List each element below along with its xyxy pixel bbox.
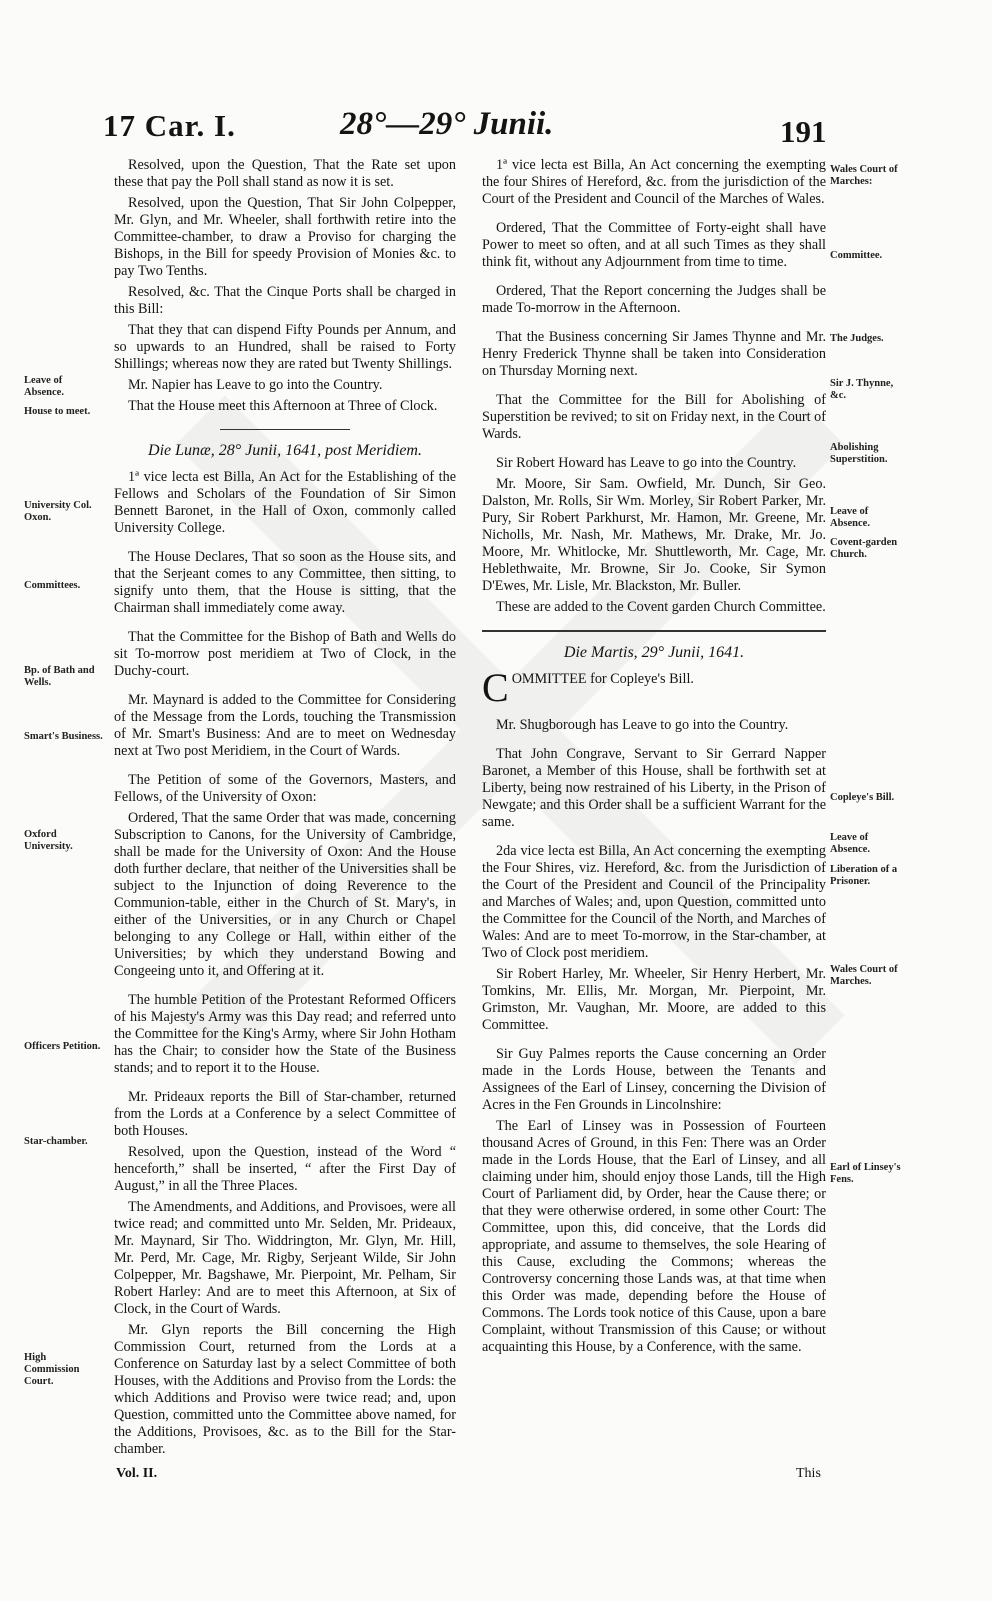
paragraph: 1ª vice lecta est Billa, An Act for the Establishing of the Fellows and Scholars of the Foundation of Sir Simon Bennett Baronet, in the Hall of Oxon, commonly called University College. [114,469,456,536]
paragraph: 2da vice lecta est Billa, An Act concerning the exempting the Four Shires, viz. Hereford, &c. from the Jurisdiction of the Court of the President and Council of the Principality and Marches of Wales; and, upon Question, committed unto the Committee for the Council of the North, and Marches of Wales: And are to meet To-morrow, in the Star-chamber, at Two of Clock post meridiem. [482,843,826,961]
page-number: 191 [780,114,827,149]
header-dates: 28°—29° Junii. [340,106,554,142]
paragraph: These are added to the Covent garden Church Committee. [496,599,826,615]
section-heading-tuesday: Die Martis, 29° Junii, 1641. [563,644,745,661]
margin-note: University Col. Oxon. [24,500,92,523]
paragraph: Mr. Glyn reports the Bill concerning the High Commission Court, returned from the Lords at a Conference on Saturday last by a select Committee of both Houses, with the Additions and Proviso from the Lords: the which Additions and Proviso were twice read; and, upon Question, committed unto the Committee above named, for the Additions, Provisoes, &c. as to the Bill for the Star-chamber. [114,1322,456,1457]
paragraph: Resolved, upon the Question, That Sir John Colpepper, Mr. Glyn, and Mr. Wheeler, shall forthwith retire into the Committee-chamber, to draw a Proviso for charging the Bishops, in the Bill for speedy Provision of Monies &c. to pay Two Tenths. [114,195,456,279]
margin-note: Officers Petition. [24,1041,101,1052]
paragraph: The House Declares, That so soon as the House sits, and that the Serjeant comes to any Committee, then sitting, to signify unto them, that the House is sitting, that the Chairman shall immediately come away. [114,549,456,616]
paragraph: That the House meet this Afternoon at Three of Clock. [128,398,438,414]
section-heading-monday: Die Lunæ, 28° Junii, 1641, post Meridiem. [148,442,422,459]
right-column [482,157,826,1360]
paragraph: The Earl of Linsey was in Possession of Fourteen thousand Acres of Ground, in this Fen: There was an Order made in the Lords House, that the Earl of Linsey, and all claiming under him, should enjoy those Lands, till the High Court of Parliament did, by Order, hear the Cause there; or that they were otherwise ordered, in some other Court: The Committee, upon this, did conceive, that the Lords did appropriate, and assume to themselves, the sole Hearing of this Cause, excluding the Commons; whereas the Controversy concerning those Lands was, at that time when this Order was made, depending before the House of Commons. The Lords took notice of this Cause, upon a bare Complaint, without Transmission of this Cause; or without acquainting this House, by a Conference, with the same. [482,1118,826,1355]
paragraph: That the Committee for the Bishop of Bath and Wells do sit To-morrow post meridiem at Two of Clock, in the Duchy-court. [114,629,456,679]
margin-note: Smart's Business. [24,731,103,742]
section-divider [482,630,826,632]
paragraph: Resolved, &c. That the Cinque Ports shall be charged in this Bill: [114,284,456,317]
margin-note: House to meet. [24,406,91,417]
margin-note: Abolishing Superstition. [830,442,888,465]
margin-note: Sir J. Thynne, &c. [830,378,894,401]
paragraph: Resolved, upon the Question, That the Rate set upon these that pay the Poll shall stand as now it is set. [114,157,456,190]
paragraph: That the Business concerning Sir James Thynne and Mr. Henry Frederick Thynne shall be taken into Consideration on Thursday Morning next. [482,329,826,379]
paragraph: Ordered, That the same Order that was made, concerning Subscription to Canons, for the University of Cambridge, shall be made for the University of Oxon: And the House doth further declare, that neither of the Universities shall be subject to the Injunction of doing Reverence to the Communion-table, either in the Church of St. Mary's, in either of the Universities, or in any Church or Chapel belonging to any College or Hall, within either of the Universities; by which they understand Bowing and Congeeing unto it, and Offering at it. [114,810,456,979]
margin-note: Leave of Absence. [830,506,870,529]
margin-note: Star-chamber. [24,1136,88,1147]
margin-note: Covent-garden Church. [830,537,898,560]
margin-note: Leave of Absence. [830,832,870,855]
dropcap-rest: OMMITTEE for Copleye's Bill. [511,671,694,687]
paragraph: Mr. Maynard is added to the Committee for Considering of the Message from the Lords, touching the Transmission of Mr. Smart's Business: And are to meet on Wednesday next at Two post Meridiem, in the Court of Wards. [114,692,456,759]
margin-note: Copleye's Bill. [830,792,895,803]
margin-note: Leave of Absence. [24,375,64,398]
paragraph: The Petition of some of the Governors, Masters, and Fellows, of the University of Oxon: [114,772,456,805]
section-divider [220,429,350,430]
paragraph: Resolved, upon the Question, instead of the Word “ henceforth,” shall be inserted, “ after the First Day of August,” in all the Three Places. [114,1144,456,1194]
margin-note: The Judges. [830,333,884,344]
paragraph: Sir Robert Harley, Mr. Wheeler, Sir Henry Herbert, Mr. Tomkins, Mr. Ellis, Mr. Morgan, Mr. Pierpoint, Mr. Grimston, Mr. Vaughan, Mr. Moore, are added to this Committee. [482,966,826,1033]
paragraph: That John Congrave, Servant to Sir Gerrard Napper Baronet, a Member of this House, shall be forthwith set at Liberty, being now restrained of his Liberty, in the Prison of Newgate; and this Order shall be a sufficient Warrant for the same. [482,746,826,830]
drop-cap: C [482,665,509,710]
left-column [114,157,456,1462]
paragraph: The humble Petition of the Protestant Reformed Officers of his Majesty's Army was this Day read; and referred unto the Committee for the King's Army, where Sir John Hotham has the Chair; to consider how the State of the Business stands; and to report it to the House. [114,992,456,1076]
header-regnal-year: 17 Car. I. [103,108,236,143]
paragraph: Mr. Moore, Sir Sam. Owfield, Mr. Dunch, Sir Geo. Dalston, Mr. Rolls, Sir Wm. Morley, Sir Robert Parker, Mr. Pury, Sir Robert Parkhurst, Mr. Hamon, Mr. Greene, Mr. Nicholls, Mr. Nash, Mr. Mathews, Mr. Drake, Mr. Jo. Moore, Mr. Whitlocke, Mr. Shuttleworth, Mr. Cage, Mr. Heblethwaite, Mr. Browne, Sir Jo. Cooke, Sir Symon D'Ewes, Mr. Lisle, Mr. Blackston, Mr. Buller. [482,476,826,594]
margin-note: Liberation of a Prisoner. [830,864,898,887]
margin-note: Oxford University. [24,829,73,852]
paragraph: The Amendments, and Additions, and Provisoes, were all twice read; and committed unto Mr. Selden, Mr. Prideaux, Mr. Maynard, Sir Tho. Widdrington, Mr. Glyn, Mr. Hill, Mr. Perd, Mr. Cage, Mr. Rigby, Serjeant Wilde, Sir John Colpepper, Mr. Bagshawe, Mr. Pierpoint, Mr. Pelham, Sir Robert Harley: And are to meet this Afternoon, at Six of Clock, in the Court of Wards. [114,1199,456,1317]
paragraph: Sir Robert Howard has Leave to go into the Country. [496,455,797,471]
paragraph: Mr. Napier has Leave to go into the Country. [128,377,383,393]
volume-signature: Vol. II. [116,1466,158,1481]
margin-note: High Commission Court. [24,1352,80,1387]
paragraph: That they that can dispend Fifty Pounds per Annum, and so upwards to an Hundred, shall be raised to Forty Shillings; whereas now they are rated but Twenty Shillings. [114,322,456,372]
paragraph: 1ª vice lecta est Billa, An Act concerning the exempting the four Shires of Hereford, &c. from the jurisdiction of the Court of the President and Council of the Marches of Wales. [482,157,826,207]
paragraph: Mr. Prideaux reports the Bill of Star-chamber, returned from the Lords at a Conference by a select Committee of both Houses. [114,1089,456,1139]
margin-note: Wales Court of Marches: [830,164,898,187]
margin-note: Bp. of Bath and Wells. [24,665,95,688]
paragraph: Sir Guy Palmes reports the Cause concerning an Order made in the Lords House, between the Tenants and Assignees of the Earl of Linsey, concerning the Division of Acres in the Fen Grounds in Lincolnshire: [482,1046,826,1113]
margin-note: Committees. [24,580,81,591]
paragraph: Ordered, That the Committee of Forty-eight shall have Power to meet so often, and at all such Times as they shall think fit, without any Adjournment from time to time. [482,220,826,270]
margin-note: Earl of Linsey's Fens. [830,1162,901,1185]
margin-note: Wales Court of Marches. [830,964,898,987]
margin-note: Committee. [830,250,883,261]
paragraph: That the Committee for the Bill for Abolishing of Superstition be revived; to sit on Friday next, in the Court of Wards. [482,392,826,442]
paragraph: Mr. Shugborough has Leave to go into the Country. [496,717,789,733]
paragraph: Ordered, That the Report concerning the Judges shall be made To-morrow in the Afternoon. [482,283,826,316]
catchword: This [796,1466,821,1481]
committee-dropcap-paragraph [482,665,826,710]
